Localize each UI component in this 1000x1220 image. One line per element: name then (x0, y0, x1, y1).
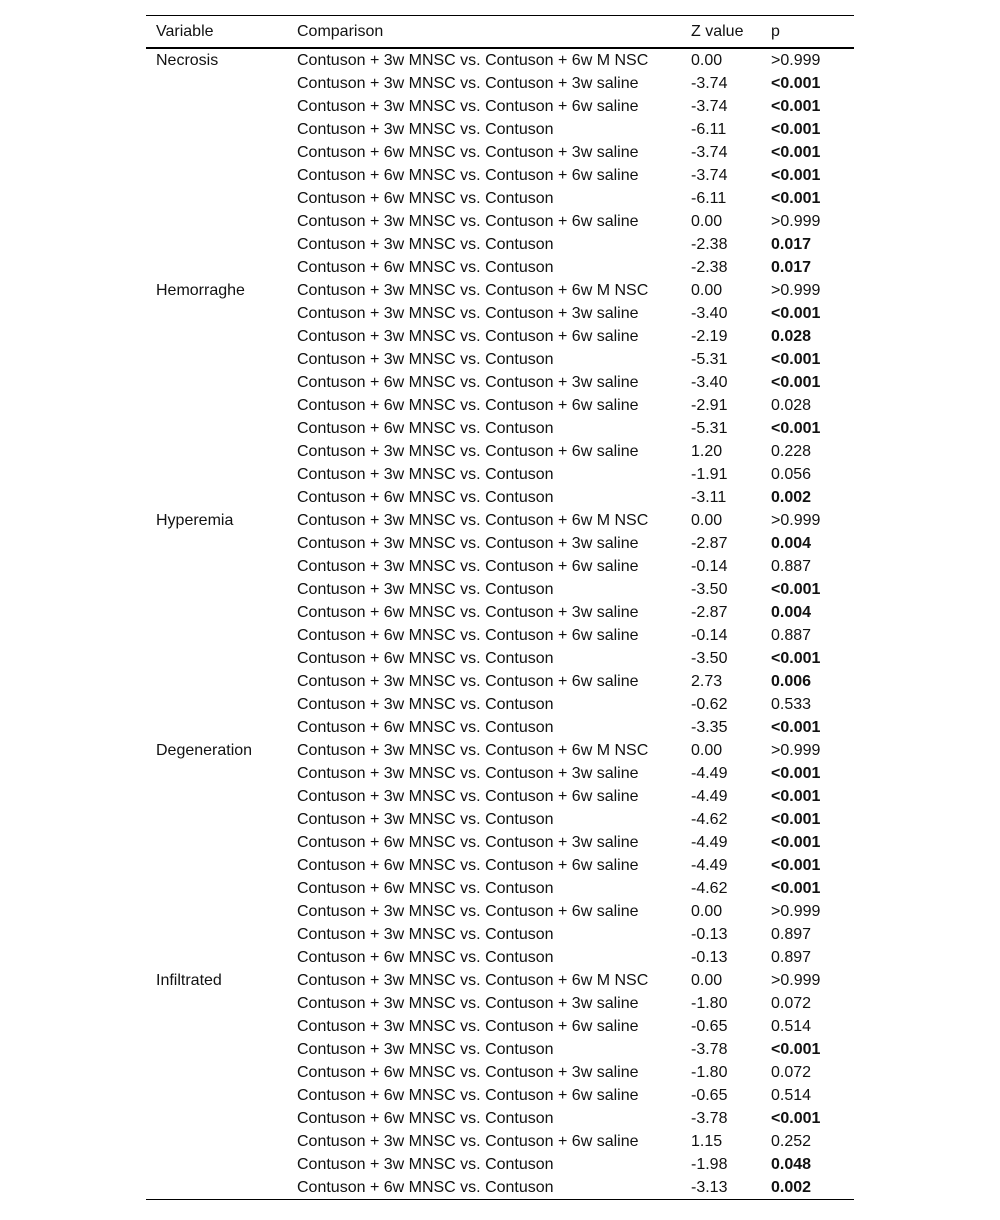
variable-cell (146, 233, 287, 256)
variable-cell: Necrosis (156, 51, 219, 69)
p-value-cell: >0.999 (771, 971, 821, 989)
z-value-cell: -0.62 (691, 695, 728, 713)
p-value-cell: >0.999 (771, 511, 821, 529)
p-value-cell: 0.028 (771, 327, 812, 345)
p-value-cell: <0.001 (771, 97, 821, 115)
z-value-cell: -2.87 (691, 603, 728, 621)
comparison-cell: Contuson + 3w MNSC vs. Contuson + 6w saline (297, 557, 639, 575)
table-row (146, 141, 854, 164)
variable-cell (146, 854, 287, 877)
variable-cell (146, 1038, 287, 1061)
z-value-cell: 0.00 (691, 971, 723, 989)
comparison-cell: Contuson + 6w MNSC vs. Contuson (297, 718, 554, 736)
p-value-cell: 0.887 (771, 557, 812, 575)
p-value-cell: 0.072 (771, 1063, 812, 1081)
z-value-cell: -5.31 (691, 419, 728, 437)
table-row (146, 969, 854, 992)
z-value-cell: -0.13 (691, 925, 728, 943)
header-row (146, 16, 854, 49)
z-value-cell: 0.00 (691, 281, 723, 299)
p-value-cell: 0.072 (771, 994, 812, 1012)
variable-cell (146, 716, 287, 739)
header-comparison: Comparison (297, 22, 384, 40)
p-value-cell: <0.001 (771, 304, 821, 322)
p-value-cell: 0.514 (771, 1086, 812, 1104)
table-row (146, 739, 854, 762)
comparison-cell: Contuson + 3w MNSC vs. Contuson + 6w saline (297, 902, 639, 920)
z-value-cell: -3.50 (691, 649, 728, 667)
comparison-cell: Contuson + 3w MNSC vs. Contuson + 6w saline (297, 672, 639, 690)
variable-cell (146, 624, 287, 647)
header-p: p (771, 22, 780, 40)
p-value-cell: >0.999 (771, 51, 821, 69)
p-value-cell: >0.999 (771, 281, 821, 299)
table-row (146, 279, 854, 302)
p-value-cell: 0.028 (771, 396, 812, 414)
z-value-cell: 0.00 (691, 511, 723, 529)
table-row (146, 923, 854, 946)
table-row (146, 233, 854, 256)
p-value-cell: 0.006 (771, 672, 812, 690)
comparison-cell: Contuson + 3w MNSC vs. Contuson (297, 925, 554, 943)
z-value-cell: -3.74 (691, 74, 728, 92)
comparison-cell: Contuson + 6w MNSC vs. Contuson + 3w saline (297, 603, 639, 621)
variable-cell: Hyperemia (156, 511, 234, 529)
table-row (146, 1015, 854, 1038)
z-value-cell: 2.73 (691, 672, 723, 690)
variable-cell (146, 923, 287, 946)
p-value-cell: <0.001 (771, 833, 821, 851)
table-header (146, 16, 854, 49)
variable-cell (146, 946, 287, 969)
comparison-cell: Contuson + 3w MNSC vs. Contuson (297, 350, 554, 368)
variable-cell (146, 486, 287, 509)
comparison-cell: Contuson + 6w MNSC vs. Contuson + 6w saline (297, 166, 639, 184)
p-value-cell: 0.533 (771, 695, 812, 713)
comparison-cell: Contuson + 6w MNSC vs. Contuson (297, 1109, 554, 1127)
comparison-cell: Contuson + 6w MNSC vs. Contuson (297, 419, 554, 437)
comparison-cell: Contuson + 3w MNSC vs. Contuson (297, 120, 554, 138)
table-row (146, 394, 854, 417)
p-value-cell: 0.897 (771, 925, 812, 943)
variable-cell (146, 187, 287, 210)
table-row (146, 624, 854, 647)
comparison-cell: Contuson + 6w MNSC vs. Contuson (297, 1178, 554, 1196)
comparison-cell: Contuson + 6w MNSC vs. Contuson + 6w saline (297, 1086, 639, 1104)
variable-cell (146, 693, 287, 716)
comparison-cell: Contuson + 3w MNSC vs. Contuson + 6w saline (297, 1017, 639, 1035)
header-variable: Variable (156, 22, 214, 40)
variable-cell (146, 762, 287, 785)
z-value-cell: -6.11 (691, 120, 727, 138)
table-row (146, 854, 854, 877)
comparison-cell: Contuson + 6w MNSC vs. Contuson + 6w saline (297, 856, 639, 874)
variable-cell (146, 440, 287, 463)
table-row (146, 785, 854, 808)
comparison-cell: Contuson + 3w MNSC vs. Contuson + 6w saline (297, 1132, 639, 1150)
z-value-cell: -2.38 (691, 235, 728, 253)
variable-cell: Hemorraghe (156, 281, 245, 299)
comparison-cell: Contuson + 3w MNSC vs. Contuson (297, 465, 554, 483)
comparison-cell: Contuson + 3w MNSC vs. Contuson (297, 695, 554, 713)
variable-cell (146, 95, 287, 118)
z-value-cell: -4.62 (691, 810, 728, 828)
p-value-cell: <0.001 (771, 810, 821, 828)
variable-cell (146, 417, 287, 440)
comparison-cell: Contuson + 3w MNSC vs. Contuson + 3w saline (297, 304, 639, 322)
results-table-container (146, 15, 854, 1200)
p-value-cell: <0.001 (771, 1040, 821, 1058)
table-row (146, 463, 854, 486)
variable-cell: Infiltrated (156, 971, 222, 989)
table-row (146, 1061, 854, 1084)
z-value-cell: -3.40 (691, 373, 728, 391)
variable-cell (146, 1015, 287, 1038)
p-value-cell: >0.999 (771, 902, 821, 920)
z-value-cell: -3.78 (691, 1040, 728, 1058)
p-value-cell: <0.001 (771, 120, 821, 138)
comparison-cell: Contuson + 3w MNSC vs. Contuson (297, 810, 554, 828)
comparison-cell: Contuson + 3w MNSC vs. Contuson (297, 1155, 554, 1173)
p-value-cell: <0.001 (771, 419, 821, 437)
table-row (146, 877, 854, 900)
table-row (146, 992, 854, 1015)
p-value-cell: 0.002 (771, 1178, 812, 1196)
variable-cell (146, 348, 287, 371)
z-value-cell: -5.31 (691, 350, 728, 368)
comparison-cell: Contuson + 3w MNSC vs. Contuson + 6w saline (297, 442, 639, 460)
variable-cell (146, 578, 287, 601)
table-row (146, 670, 854, 693)
comparison-cell: Contuson + 3w MNSC vs. Contuson + 6w saline (297, 212, 639, 230)
variable-cell (146, 1153, 287, 1176)
comparison-cell: Contuson + 3w MNSC vs. Contuson + 6w saline (297, 327, 639, 345)
z-value-cell: -1.80 (691, 994, 728, 1012)
p-value-cell: 0.514 (771, 1017, 812, 1035)
p-value-cell: 0.017 (771, 258, 812, 276)
p-value-cell: 0.897 (771, 948, 812, 966)
comparison-cell: Contuson + 3w MNSC vs. Contuson + 3w saline (297, 74, 639, 92)
comparison-cell: Contuson + 6w MNSC vs. Contuson (297, 948, 554, 966)
table-row (146, 48, 854, 72)
variable-cell (146, 1107, 287, 1130)
table-row (146, 601, 854, 624)
p-value-cell: <0.001 (771, 143, 821, 161)
table-row (146, 440, 854, 463)
table-row (146, 1107, 854, 1130)
z-value-cell: -0.65 (691, 1017, 728, 1035)
z-value-cell: -3.74 (691, 97, 728, 115)
p-value-cell: 0.228 (771, 442, 812, 460)
z-value-cell: -3.40 (691, 304, 728, 322)
z-value-cell: 0.00 (691, 51, 723, 69)
table-row (146, 1084, 854, 1107)
variable-cell (146, 1061, 287, 1084)
variable-cell (146, 141, 287, 164)
p-value-cell: <0.001 (771, 166, 821, 184)
variable-cell (146, 302, 287, 325)
comparison-cell: Contuson + 6w MNSC vs. Contuson (297, 189, 554, 207)
z-value-cell: -4.49 (691, 787, 728, 805)
z-value-cell: 0.00 (691, 212, 723, 230)
z-value-cell: -2.91 (691, 396, 728, 414)
variable-cell (146, 808, 287, 831)
variable-cell (146, 164, 287, 187)
table-row (146, 762, 854, 785)
comparison-cell: Contuson + 6w MNSC vs. Contuson + 3w saline (297, 143, 639, 161)
z-value-cell: -0.14 (691, 557, 728, 575)
p-value-cell: <0.001 (771, 1109, 821, 1127)
comparison-cell: Contuson + 3w MNSC vs. Contuson + 6w saline (297, 97, 639, 115)
comparison-cell: Contuson + 6w MNSC vs. Contuson (297, 488, 554, 506)
variable-cell (146, 877, 287, 900)
p-value-cell: <0.001 (771, 649, 821, 667)
variable-cell (146, 900, 287, 923)
table-row (146, 302, 854, 325)
table-row (146, 348, 854, 371)
z-value-cell: -2.87 (691, 534, 728, 552)
variable-cell (146, 831, 287, 854)
table-row (146, 1153, 854, 1176)
z-value-cell: -0.65 (691, 1086, 728, 1104)
z-value-cell: -1.91 (691, 465, 728, 483)
variable-cell (146, 670, 287, 693)
comparison-cell: Contuson + 6w MNSC vs. Contuson (297, 649, 554, 667)
variable-cell (146, 785, 287, 808)
variable-cell (146, 325, 287, 348)
comparison-cell: Contuson + 3w MNSC vs. Contuson + 6w M NSC (297, 51, 649, 69)
variable-cell (146, 463, 287, 486)
p-value-cell: <0.001 (771, 879, 821, 897)
table-row (146, 210, 854, 233)
z-value-cell: -3.74 (691, 166, 728, 184)
comparison-cell: Contuson + 3w MNSC vs. Contuson + 3w saline (297, 994, 639, 1012)
table-row (146, 164, 854, 187)
z-value-cell: 1.15 (691, 1132, 723, 1150)
p-value-cell: 0.887 (771, 626, 812, 644)
table-body (146, 48, 854, 1200)
comparison-cell: Contuson + 3w MNSC vs. Contuson + 6w saline (297, 787, 639, 805)
z-value-cell: -4.49 (691, 833, 728, 851)
comparison-cell: Contuson + 6w MNSC vs. Contuson + 3w saline (297, 373, 639, 391)
table-row (146, 831, 854, 854)
variable-cell (146, 118, 287, 141)
comparison-cell: Contuson + 3w MNSC vs. Contuson + 3w saline (297, 534, 639, 552)
p-value-cell: <0.001 (771, 74, 821, 92)
variable-cell (146, 1176, 287, 1200)
table-row (146, 1176, 854, 1200)
table-row (146, 118, 854, 141)
z-value-cell: -3.11 (691, 488, 727, 506)
table-row (146, 187, 854, 210)
p-value-cell: <0.001 (771, 373, 821, 391)
z-value-cell: -1.80 (691, 1063, 728, 1081)
p-value-cell: 0.004 (771, 534, 812, 552)
comparison-cell: Contuson + 3w MNSC vs. Contuson (297, 1040, 554, 1058)
table-row (146, 532, 854, 555)
variable-cell (146, 256, 287, 279)
z-value-cell: -0.13 (691, 948, 728, 966)
table-row (146, 95, 854, 118)
table-row (146, 417, 854, 440)
z-value-cell: -4.62 (691, 879, 728, 897)
comparison-cell: Contuson + 6w MNSC vs. Contuson + 3w saline (297, 1063, 639, 1081)
z-value-cell: -4.49 (691, 856, 728, 874)
z-value-cell: -3.78 (691, 1109, 728, 1127)
table-row (146, 693, 854, 716)
z-value-cell: -6.11 (691, 189, 727, 207)
p-value-cell: <0.001 (771, 580, 821, 598)
p-value-cell: <0.001 (771, 350, 821, 368)
comparison-cell: Contuson + 6w MNSC vs. Contuson (297, 258, 554, 276)
z-value-cell: -0.14 (691, 626, 728, 644)
comparison-cell: Contuson + 3w MNSC vs. Contuson + 3w saline (297, 764, 639, 782)
results-table (146, 15, 854, 1200)
p-value-cell: 0.004 (771, 603, 812, 621)
p-value-cell: >0.999 (771, 212, 821, 230)
comparison-cell: Contuson + 6w MNSC vs. Contuson + 6w saline (297, 396, 639, 414)
variable-cell (146, 371, 287, 394)
z-value-cell: -3.13 (691, 1178, 728, 1196)
variable-cell (146, 1130, 287, 1153)
table-row (146, 72, 854, 95)
z-value-cell: -3.35 (691, 718, 728, 736)
comparison-cell: Contuson + 3w MNSC vs. Contuson (297, 235, 554, 253)
table-row (146, 509, 854, 532)
comparison-cell: Contuson + 3w MNSC vs. Contuson + 6w M NSC (297, 281, 649, 299)
comparison-cell: Contuson + 3w MNSC vs. Contuson + 6w M NSC (297, 741, 649, 759)
p-value-cell: <0.001 (771, 718, 821, 736)
variable-cell (146, 601, 287, 624)
p-value-cell: <0.001 (771, 189, 821, 207)
z-value-cell: -3.50 (691, 580, 728, 598)
p-value-cell: <0.001 (771, 764, 821, 782)
z-value-cell: -1.98 (691, 1155, 728, 1173)
comparison-cell: Contuson + 3w MNSC vs. Contuson (297, 580, 554, 598)
table-row (146, 808, 854, 831)
variable-cell (146, 1084, 287, 1107)
table-row (146, 371, 854, 394)
table-row (146, 578, 854, 601)
z-value-cell: 1.20 (691, 442, 723, 460)
table-row (146, 946, 854, 969)
comparison-cell: Contuson + 3w MNSC vs. Contuson + 6w M NSC (297, 511, 649, 529)
variable-cell (146, 532, 287, 555)
table-row (146, 647, 854, 670)
variable-cell (146, 992, 287, 1015)
table-row (146, 555, 854, 578)
table-row (146, 486, 854, 509)
z-value-cell: -2.19 (691, 327, 728, 345)
variable-cell (146, 647, 287, 670)
p-value-cell: 0.252 (771, 1132, 812, 1150)
p-value-cell: >0.999 (771, 741, 821, 759)
table-row (146, 1130, 854, 1153)
p-value-cell: 0.056 (771, 465, 812, 483)
variable-cell (146, 555, 287, 578)
z-value-cell: 0.00 (691, 741, 723, 759)
variable-cell (146, 72, 287, 95)
z-value-cell: 0.00 (691, 902, 723, 920)
table-row (146, 325, 854, 348)
header-z-value: Z value (691, 22, 744, 40)
p-value-cell: <0.001 (771, 787, 821, 805)
z-value-cell: -3.74 (691, 143, 728, 161)
p-value-cell: 0.017 (771, 235, 812, 253)
comparison-cell: Contuson + 6w MNSC vs. Contuson + 6w saline (297, 626, 639, 644)
table-row (146, 1038, 854, 1061)
table-row (146, 900, 854, 923)
comparison-cell: Contuson + 3w MNSC vs. Contuson + 6w M NSC (297, 971, 649, 989)
variable-cell (146, 394, 287, 417)
comparison-cell: Contuson + 6w MNSC vs. Contuson + 3w saline (297, 833, 639, 851)
variable-cell (146, 210, 287, 233)
z-value-cell: -2.38 (691, 258, 728, 276)
z-value-cell: -4.49 (691, 764, 728, 782)
table-row (146, 256, 854, 279)
table-row (146, 716, 854, 739)
variable-cell: Degeneration (156, 741, 253, 759)
p-value-cell: <0.001 (771, 856, 821, 874)
p-value-cell: 0.002 (771, 488, 812, 506)
comparison-cell: Contuson + 6w MNSC vs. Contuson (297, 879, 554, 897)
p-value-cell: 0.048 (771, 1155, 812, 1173)
